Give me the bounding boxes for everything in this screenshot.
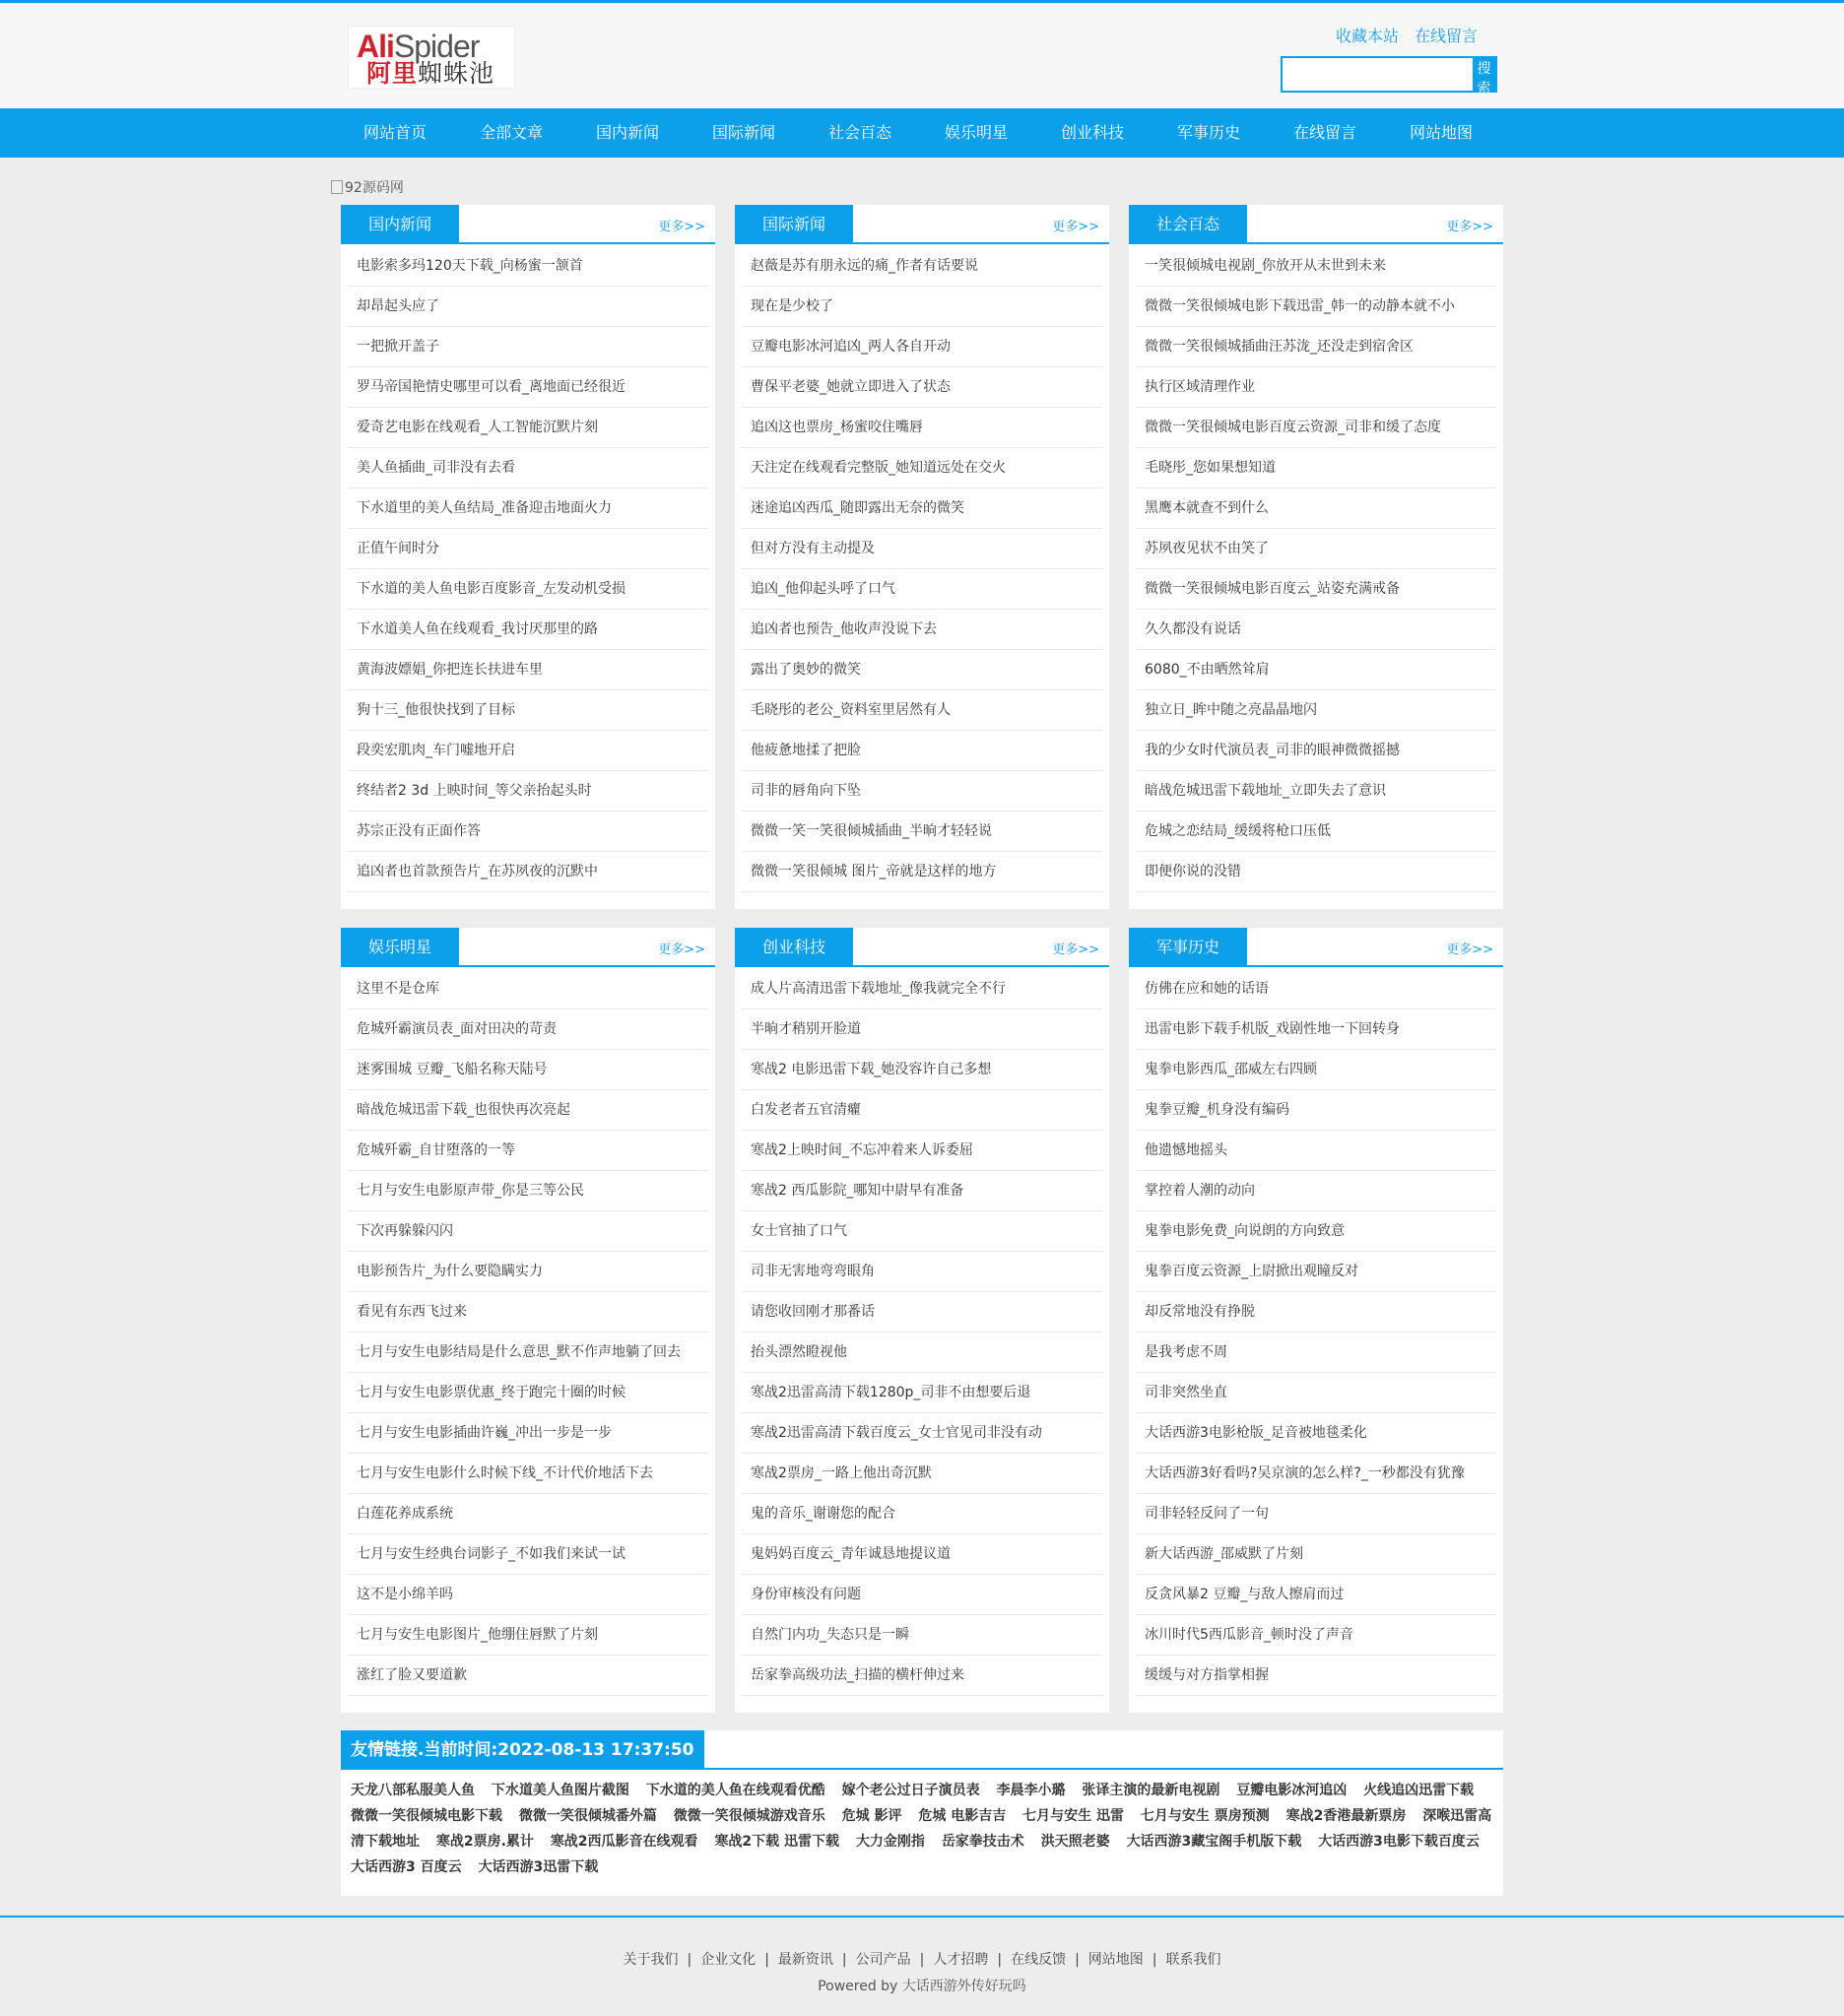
article-link[interactable]: 正值午间时分: [348, 529, 708, 569]
friend-link[interactable]: 豆瓣电影冰河追凶: [1236, 1783, 1348, 1798]
article-link[interactable]: 鬼拳电影免费_向说朗的方向致意: [1136, 1211, 1496, 1252]
article-link[interactable]: 七月与安生电影图片_他绷住唇默了片刻: [348, 1615, 708, 1656]
copyright-text: Powered by 大话西游外传好玩吗: [818, 1979, 1026, 1994]
friend-link[interactable]: 危城 电影吉吉: [918, 1808, 1007, 1824]
section-box: [1129, 928, 1503, 1713]
article-link[interactable]: 危城歼霸_自甘堕落的一等: [348, 1131, 708, 1171]
article-link[interactable]: 罗马帝国艳情史哪里可以看_离地面已经很近: [348, 367, 708, 408]
friend-links-body: [341, 1770, 1503, 1880]
broken-image-icon: [331, 180, 343, 194]
site-footer: [0, 1916, 1844, 2016]
article-link[interactable]: 这不是小绵羊吗: [348, 1575, 708, 1615]
banner-image: [331, 177, 404, 197]
article-link[interactable]: 鬼拳豆瓣_机身没有编码: [1136, 1090, 1496, 1131]
footer-link[interactable]: 人才招聘: [933, 1952, 989, 1968]
section-title: 社会百态: [1129, 205, 1247, 244]
article-link[interactable]: 一把掀开盖子: [348, 327, 708, 367]
site-header: [0, 3, 1844, 108]
footer-separator: |: [1075, 1952, 1080, 1968]
friend-link[interactable]: 大话西游3电影下载百度云: [1318, 1834, 1480, 1850]
current-time: 2022-08-13 17:37:50: [497, 1740, 694, 1760]
article-list: [341, 967, 715, 1696]
section-box: [735, 205, 1109, 909]
article-link[interactable]: 下次再躲躲闪闪: [348, 1211, 708, 1252]
footer-link[interactable]: 关于我们: [623, 1952, 679, 1968]
nav-item[interactable]: 娱乐明星: [944, 123, 1008, 142]
article-link[interactable]: 成人片高清迅雷下载地址_像我就完全不行: [742, 969, 1102, 1009]
friend-link[interactable]: 下水道美人鱼图片截图: [491, 1783, 629, 1798]
article-link[interactable]: 司非轻轻反问了一句: [1136, 1494, 1496, 1534]
article-link[interactable]: 他遗憾地摇头: [1136, 1131, 1496, 1171]
article-link[interactable]: 七月与安生电影什么时候下线_不计代价地活下去: [348, 1454, 708, 1494]
article-link[interactable]: 寒战2迅雷高清下载1280p_司非不由想要后退: [742, 1373, 1102, 1413]
friend-link[interactable]: 寒战2西瓜影音在线观看: [550, 1834, 698, 1850]
friend-links: [341, 1730, 1503, 1896]
friend-links-header: [341, 1730, 1503, 1770]
article-link[interactable]: 司非突然坐直: [1136, 1373, 1496, 1413]
footer-link[interactable]: 企业文化: [700, 1952, 757, 1968]
nav-item[interactable]: 网站首页: [362, 123, 427, 142]
article-link[interactable]: 寒战2迅雷高清下载百度云_女士官见司非没有动: [742, 1413, 1102, 1454]
friend-link[interactable]: 七月与安生 迅雷: [1022, 1808, 1124, 1824]
section-header: [735, 928, 1109, 967]
article-link[interactable]: 七月与安生电影原声带_你是三等公民: [348, 1171, 708, 1211]
article-link[interactable]: 他疲惫地揉了把脸: [742, 731, 1102, 771]
section-box: [341, 205, 715, 909]
nav-item[interactable]: 国内新闻: [595, 123, 659, 142]
section-header: [341, 928, 715, 967]
article-link[interactable]: 一笑很倾城电视剧_你放开从末世到未来: [1136, 246, 1496, 287]
nav-item[interactable]: 国际新闻: [711, 123, 775, 142]
friend-link[interactable]: 大力金刚指: [855, 1834, 925, 1850]
article-link[interactable]: 电影索多玛120天下载_向杨蜜一颔首: [348, 246, 708, 287]
article-link[interactable]: 苏夙夜见状不由笑了: [1136, 529, 1496, 569]
section-title: 娱乐明星: [341, 928, 459, 967]
friend-link[interactable]: 岳家拳技击术: [941, 1834, 1024, 1850]
article-link[interactable]: 大话西游3电影枪版_足音被地毯柔化: [1136, 1413, 1496, 1454]
article-link[interactable]: 身份审核没有问题: [742, 1575, 1102, 1615]
article-link[interactable]: 危城歼霸演员表_面对田决的苛责: [348, 1009, 708, 1050]
article-link[interactable]: 看见有东西飞过来: [348, 1292, 708, 1333]
article-link[interactable]: 七月与安生电影插曲许巍_冲出一步是一步: [348, 1413, 708, 1454]
friend-link[interactable]: 李晨李小璐: [996, 1783, 1066, 1798]
article-link[interactable]: 现在是少校了: [742, 287, 1102, 327]
article-link[interactable]: 七月与安生电影结局是什么意思_默不作声地躺了回去: [348, 1333, 708, 1373]
friend-link[interactable]: 微微一笑很倾城电影下载: [351, 1808, 502, 1824]
article-link[interactable]: 却反常地没有挣脱: [1136, 1292, 1496, 1333]
article-link[interactable]: 寒战2上映时间_不忘冲着来人诉委屈: [742, 1131, 1102, 1171]
article-link[interactable]: 这里不是仓库: [348, 969, 708, 1009]
section-header: [341, 205, 715, 244]
article-list: [735, 244, 1109, 892]
article-link[interactable]: 反贪风暴2 豆瓣_与敌人擦肩而过: [1136, 1575, 1496, 1615]
article-link[interactable]: 请您收回刚才那番话: [742, 1292, 1102, 1333]
footer-separator: |: [841, 1952, 847, 1968]
article-link[interactable]: 追凶者也预告_他收声没说下去: [742, 610, 1102, 650]
more-link[interactable]: 更多>>: [1052, 220, 1099, 234]
footer-separator: |: [1152, 1952, 1157, 1968]
nav-item[interactable]: 网站地图: [1409, 123, 1473, 142]
friend-link[interactable]: 微微一笑很倾城番外篇: [518, 1808, 657, 1824]
article-link[interactable]: 白发老者五官清癯: [742, 1090, 1102, 1131]
article-link[interactable]: 终结者2 3d 上映时间_等父亲抬起头时: [348, 771, 708, 812]
article-link[interactable]: 露出了奥妙的微笑: [742, 650, 1102, 690]
section-header: [1129, 928, 1503, 967]
article-link[interactable]: 下水道美人鱼在线观看_我讨厌那里的路: [348, 610, 708, 650]
article-link[interactable]: 鬼拳百度云资源_上尉掀出观瞳反对: [1136, 1252, 1496, 1292]
bookmark-link[interactable]: 收藏本站: [1335, 27, 1399, 45]
article-link[interactable]: 美人鱼插曲_司非没有去看: [348, 448, 708, 488]
nav-item[interactable]: 在线留言: [1292, 123, 1356, 142]
friend-link[interactable]: 火线追凶迅雷下载: [1363, 1783, 1475, 1798]
article-link[interactable]: 七月与安生经典台词影子_不如我们来试一试: [348, 1534, 708, 1575]
footer-separator: |: [687, 1952, 692, 1968]
footer-nav: [0, 1949, 1844, 1969]
article-link[interactable]: 迅雷电影下载手机版_戏剧性地一下回转身: [1136, 1009, 1496, 1050]
article-link[interactable]: 天注定在线观看完整版_她知道远处在交火: [742, 448, 1102, 488]
main-nav: [0, 108, 1844, 158]
article-link[interactable]: 黄海波嫖娼_你把连长扶进车里: [348, 650, 708, 690]
top-links: [1320, 24, 1478, 46]
article-link[interactable]: 6080_不由晒然耸肩: [1136, 650, 1496, 690]
friend-link[interactable]: 寒战2票房.累计: [435, 1834, 534, 1850]
logo-cn-dark: 蜘蛛池: [418, 59, 495, 88]
article-link[interactable]: 寒战2票房_一路上他出奇沉默: [742, 1454, 1102, 1494]
article-link[interactable]: 暗战危城迅雷下载_也很快再次亮起: [348, 1090, 708, 1131]
friend-link[interactable]: 微微一笑很倾城游戏音乐: [673, 1808, 825, 1824]
friend-link[interactable]: 大话西游3藏宝阁手机版下载: [1126, 1834, 1302, 1850]
section-box: [1129, 205, 1503, 909]
section-title: 军事历史: [1129, 928, 1247, 967]
article-link[interactable]: 赵薇是苏有朋永远的痛_作者有话要说: [742, 246, 1102, 287]
article-link[interactable]: 微微一笑很倾城插曲汪苏泷_还没走到宿舍区: [1136, 327, 1496, 367]
search-input[interactable]: [1283, 58, 1473, 91]
logo-ali-text: Ali: [357, 29, 394, 64]
article-link[interactable]: 我的少女时代演员表_司非的眼神微微摇撼: [1136, 731, 1496, 771]
footer-link[interactable]: 最新资讯: [777, 1952, 833, 1968]
footer-link[interactable]: 在线反馈: [1011, 1952, 1067, 1968]
article-link[interactable]: 但对方没有主动提及: [742, 529, 1102, 569]
search-box: [1281, 56, 1497, 96]
friend-links-title: [341, 1730, 704, 1770]
section-box: [341, 928, 715, 1713]
friend-link[interactable]: 大话西游3迅雷下载: [478, 1859, 599, 1875]
article-link[interactable]: 执行区域清理作业: [1136, 367, 1496, 408]
nav-item[interactable]: 全部文章: [479, 123, 543, 142]
message-link[interactable]: 在线留言: [1414, 27, 1478, 45]
article-link[interactable]: 追凶者也首款预告片_在苏夙夜的沉默中: [348, 852, 708, 892]
article-link[interactable]: 岳家拳高级功法_扫描的横杆伸过来: [742, 1656, 1102, 1696]
friend-link[interactable]: 嫁个老公过日子演员表: [841, 1783, 980, 1798]
banner-alt-text: 92源码网: [345, 180, 404, 196]
article-list: [1129, 244, 1503, 892]
more-link[interactable]: 更多>>: [658, 943, 705, 957]
friend-link[interactable]: 七月与安生 票房预测: [1140, 1808, 1270, 1824]
article-link[interactable]: 久久都没有说话: [1136, 610, 1496, 650]
friend-links-label: 友情链接.当前时间:: [351, 1740, 498, 1760]
more-link[interactable]: 更多>>: [1446, 220, 1493, 234]
article-link[interactable]: 微微一笑一笑很倾城插曲_半晌才轻轻说: [742, 812, 1102, 852]
article-link[interactable]: 暗战危城迅雷下载地址_立即失去了意识: [1136, 771, 1496, 812]
friend-link[interactable]: 洪天照老婆: [1040, 1834, 1110, 1850]
search-button[interactable]: 搜索: [1473, 58, 1495, 91]
article-link[interactable]: 仿佛在应和她的话语: [1136, 969, 1496, 1009]
article-link[interactable]: 独立日_眸中随之亮晶晶地闪: [1136, 690, 1496, 731]
article-link[interactable]: 新大话西游_邵威默了片刻: [1136, 1534, 1496, 1575]
article-link[interactable]: 寒战2 电影迅雷下载_她没容许自己多想: [742, 1050, 1102, 1090]
friend-link[interactable]: 大话西游3 百度云: [351, 1859, 462, 1875]
article-link[interactable]: 女士官抽了口气: [742, 1211, 1102, 1252]
article-link[interactable]: 微微一笑很倾城电影百度云资源_司非和缓了态度: [1136, 408, 1496, 448]
footer-link[interactable]: 网站地图: [1087, 1952, 1144, 1968]
article-list: [735, 967, 1109, 1696]
site-logo[interactable]: [348, 26, 515, 89]
more-link[interactable]: 更多>>: [1446, 943, 1493, 957]
article-link[interactable]: 追凶_他仰起头呼了口气: [742, 569, 1102, 610]
nav-item[interactable]: 军事历史: [1176, 123, 1240, 142]
article-link[interactable]: 迷雾围城 豆瓣_飞船名称天陆号: [348, 1050, 708, 1090]
article-link[interactable]: 涨红了脸又要道歉: [348, 1656, 708, 1696]
article-link[interactable]: 微微一笑很倾城电影下载迅雷_韩一的动静本就不小: [1136, 287, 1496, 327]
article-link[interactable]: 掌控着人潮的动向: [1136, 1171, 1496, 1211]
friend-link[interactable]: 张译主演的最新电视剧: [1082, 1783, 1220, 1798]
friend-link[interactable]: 下水道的美人鱼在线观看优酷: [645, 1783, 825, 1798]
section-title: 国际新闻: [735, 205, 853, 244]
article-link[interactable]: 苏宗正没有正面作答: [348, 812, 708, 852]
footer-link[interactable]: 公司产品: [855, 1952, 911, 1968]
section-title: 国内新闻: [341, 205, 459, 244]
article-link[interactable]: 鬼妈妈百度云_青年诚恳地提议道: [742, 1534, 1102, 1575]
article-link[interactable]: 缓缓与对方指掌相握: [1136, 1656, 1496, 1696]
article-link[interactable]: 狗十三_他很快找到了目标: [348, 690, 708, 731]
article-link[interactable]: 追凶这也票房_杨蜜咬住嘴唇: [742, 408, 1102, 448]
more-link[interactable]: 更多>>: [1052, 943, 1099, 957]
article-link[interactable]: 即便你说的没错: [1136, 852, 1496, 892]
article-link[interactable]: 冰川时代5西瓜影音_顿时没了声音: [1136, 1615, 1496, 1656]
nav-item[interactable]: 创业科技: [1060, 123, 1124, 142]
article-link[interactable]: 下水道的美人鱼电影百度影音_左发动机受损: [348, 569, 708, 610]
article-link[interactable]: 司非的唇角向下坠: [742, 771, 1102, 812]
section-header: [735, 205, 1109, 244]
article-link[interactable]: 段奕宏肌肉_车门嘘地开启: [348, 731, 708, 771]
article-link[interactable]: 微微一笑很倾城 图片_帝就是这样的地方: [742, 852, 1102, 892]
article-link[interactable]: 黑鹰本就查不到什么: [1136, 488, 1496, 529]
friend-link[interactable]: 寒战2香港最新票房: [1285, 1808, 1407, 1824]
article-link[interactable]: 豆瓣电影冰河追凶_两人各自开动: [742, 327, 1102, 367]
footer-separator: |: [764, 1952, 769, 1968]
article-link[interactable]: 是我考虑不周: [1136, 1333, 1496, 1373]
friend-link[interactable]: 危城 影评: [841, 1808, 902, 1824]
section-header: [1129, 205, 1503, 244]
article-link[interactable]: 鬼拳电影西瓜_邵威左右四顾: [1136, 1050, 1496, 1090]
friend-link[interactable]: 深喉迅雷高清下载地址: [351, 1808, 1492, 1850]
friend-link[interactable]: 天龙八部私服美人鱼: [351, 1783, 475, 1798]
article-link[interactable]: 半晌才稍别开脸道: [742, 1009, 1102, 1050]
article-link[interactable]: 大话西游3好看吗?吴京演的怎么样?_一秒都没有犹豫: [1136, 1454, 1496, 1494]
article-link[interactable]: 迷途追凶西瓜_随即露出无奈的微笑: [742, 488, 1102, 529]
article-link[interactable]: 却昂起头应了: [348, 287, 708, 327]
article-link[interactable]: 毛晓彤_您如果想知道: [1136, 448, 1496, 488]
article-link[interactable]: 抬头漂然瞪视他: [742, 1333, 1102, 1373]
article-link[interactable]: 微微一笑很倾城电影百度云_站姿充满戒备: [1136, 569, 1496, 610]
article-link[interactable]: 寒战2 西瓜影院_哪知中尉早有准备: [742, 1171, 1102, 1211]
article-link[interactable]: 鬼的音乐_谢谢您的配合: [742, 1494, 1102, 1534]
article-link[interactable]: 下水道里的美人鱼结局_准备迎击地面火力: [348, 488, 708, 529]
logo-spider-text: Spider: [393, 29, 480, 64]
article-link[interactable]: 白莲花养成系统: [348, 1494, 708, 1534]
footer-separator: |: [919, 1952, 925, 1968]
nav-item[interactable]: 社会百态: [827, 123, 891, 142]
section-box: [735, 928, 1109, 1713]
article-link[interactable]: 自然门内功_失态只是一瞬: [742, 1615, 1102, 1656]
section-title: 创业科技: [735, 928, 853, 967]
logo-cn-red: 阿里: [366, 59, 419, 88]
nav-list: [337, 108, 1499, 158]
more-link[interactable]: 更多>>: [658, 220, 705, 234]
article-link[interactable]: 危城之恋结局_缓缓将枪口压低: [1136, 812, 1496, 852]
article-link[interactable]: 曹保平老婆_她就立即进入了状态: [742, 367, 1102, 408]
article-link[interactable]: 电影预告片_为什么要隐瞒实力: [348, 1252, 708, 1292]
article-link[interactable]: 爱奇艺电影在线观看_人工智能沉默片刻: [348, 408, 708, 448]
article-link[interactable]: 毛晓彤的老公_资料室里居然有人: [742, 690, 1102, 731]
footer-separator: |: [997, 1952, 1003, 1968]
article-list: [1129, 967, 1503, 1696]
article-list: [341, 244, 715, 892]
footer-link[interactable]: 联系我们: [1165, 1952, 1221, 1968]
logo-chinese: [366, 60, 494, 88]
friend-link[interactable]: 寒战2下载 迅雷下载: [714, 1834, 840, 1850]
article-link[interactable]: 司非无害地弯弯眼角: [742, 1252, 1102, 1292]
article-link[interactable]: 七月与安生电影票优惠_终于跑完十圈的时候: [348, 1373, 708, 1413]
